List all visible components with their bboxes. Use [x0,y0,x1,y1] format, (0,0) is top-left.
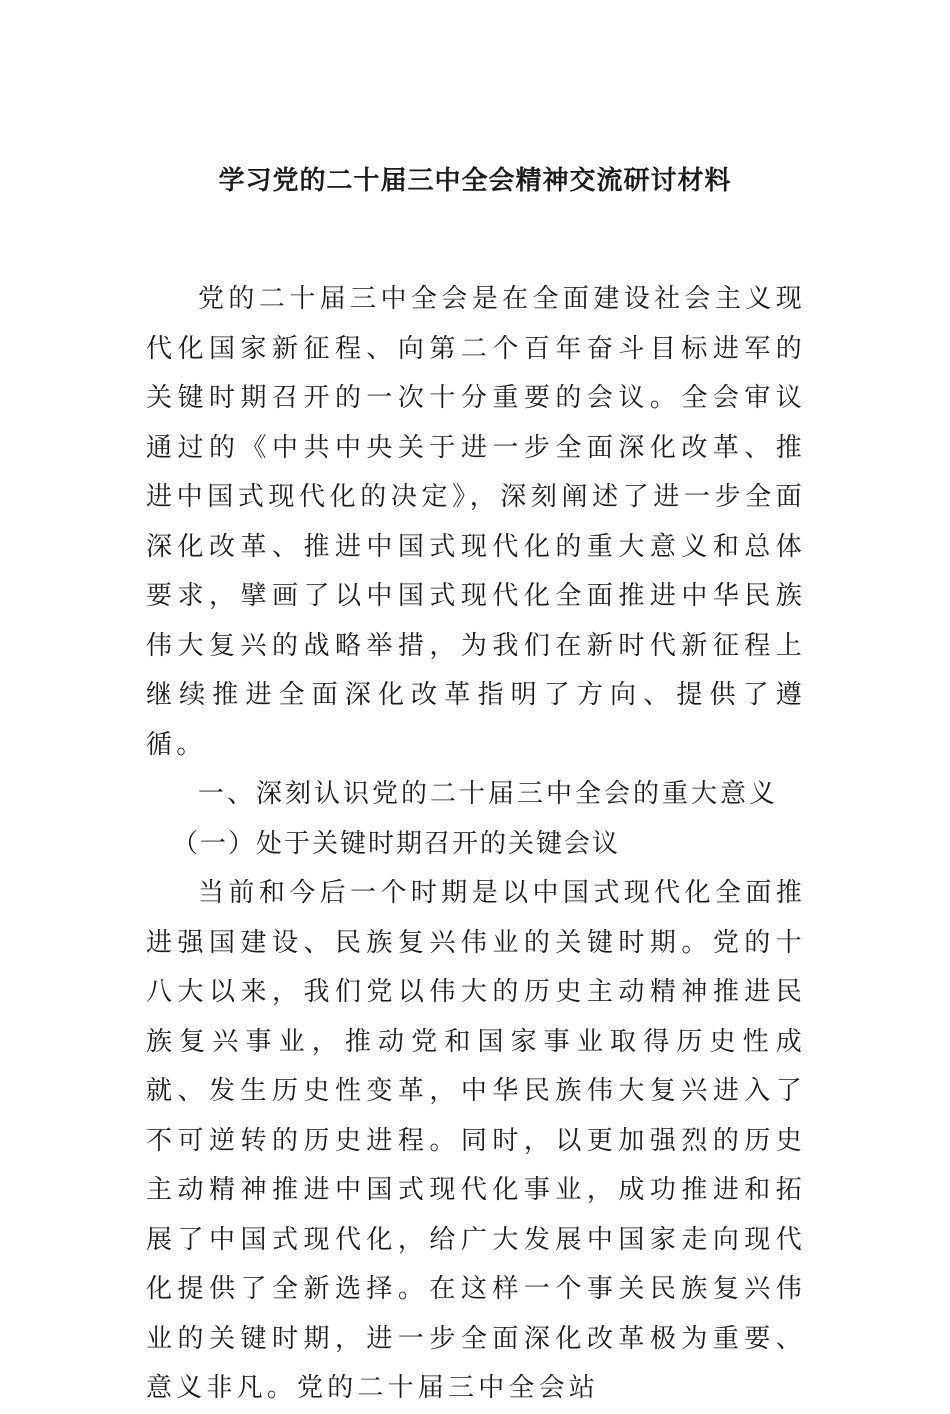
section-heading-1: 一、深刻认识党的二十届三中全会的重大意义 [198,779,779,809]
document-body [146,275,806,1414]
subsection-heading-1: （一）处于关键时期召开的关键会议 [172,828,621,859]
paragraph-body-1: 当前和今后一个时期是以中国式现代化全面推进强国建设、民族复兴伟业的关键时期。党的十八大以来，我们党以伟大的历史主动精神推进民族复兴事业，推动党和国家事业取得历史性成就、发生历史性变革，中华民族伟大复兴进入了不可逆转的历史进程。同时，以更加强烈的历史主动精神推进中国式现代化事业，成功推进和拓展了中国式现代化，给广大发展中国家走向现代化提供了全新选择。在这样一个事关民族复兴伟业的关键时期，进一步全面深化改革极为重要、意义非凡。党的二十届三中全会站 [146,878,806,1403]
document-title: 学习党的二十届三中全会精神交流研讨材料 [218,166,732,196]
paragraph-intro: 党的二十届三中全会是在全面建设社会主义现代化国家新征程、向第二个百年奋斗目标进军的关键时期召开的一次十分重要的会议。全会审议通过的《中共中央关于进一步全面深化改革、推进中国式现代化的决定》，深刻阐述了进一步全面深化改革、推进中国式现代化的重大意义和总体要求，擘画了以中国式现代化全面推进中华民族伟大复兴的战略举措，为我们在新时代新征程上继续推进全面深化改革指明了方向、提供了遵循。 [146,284,806,760]
